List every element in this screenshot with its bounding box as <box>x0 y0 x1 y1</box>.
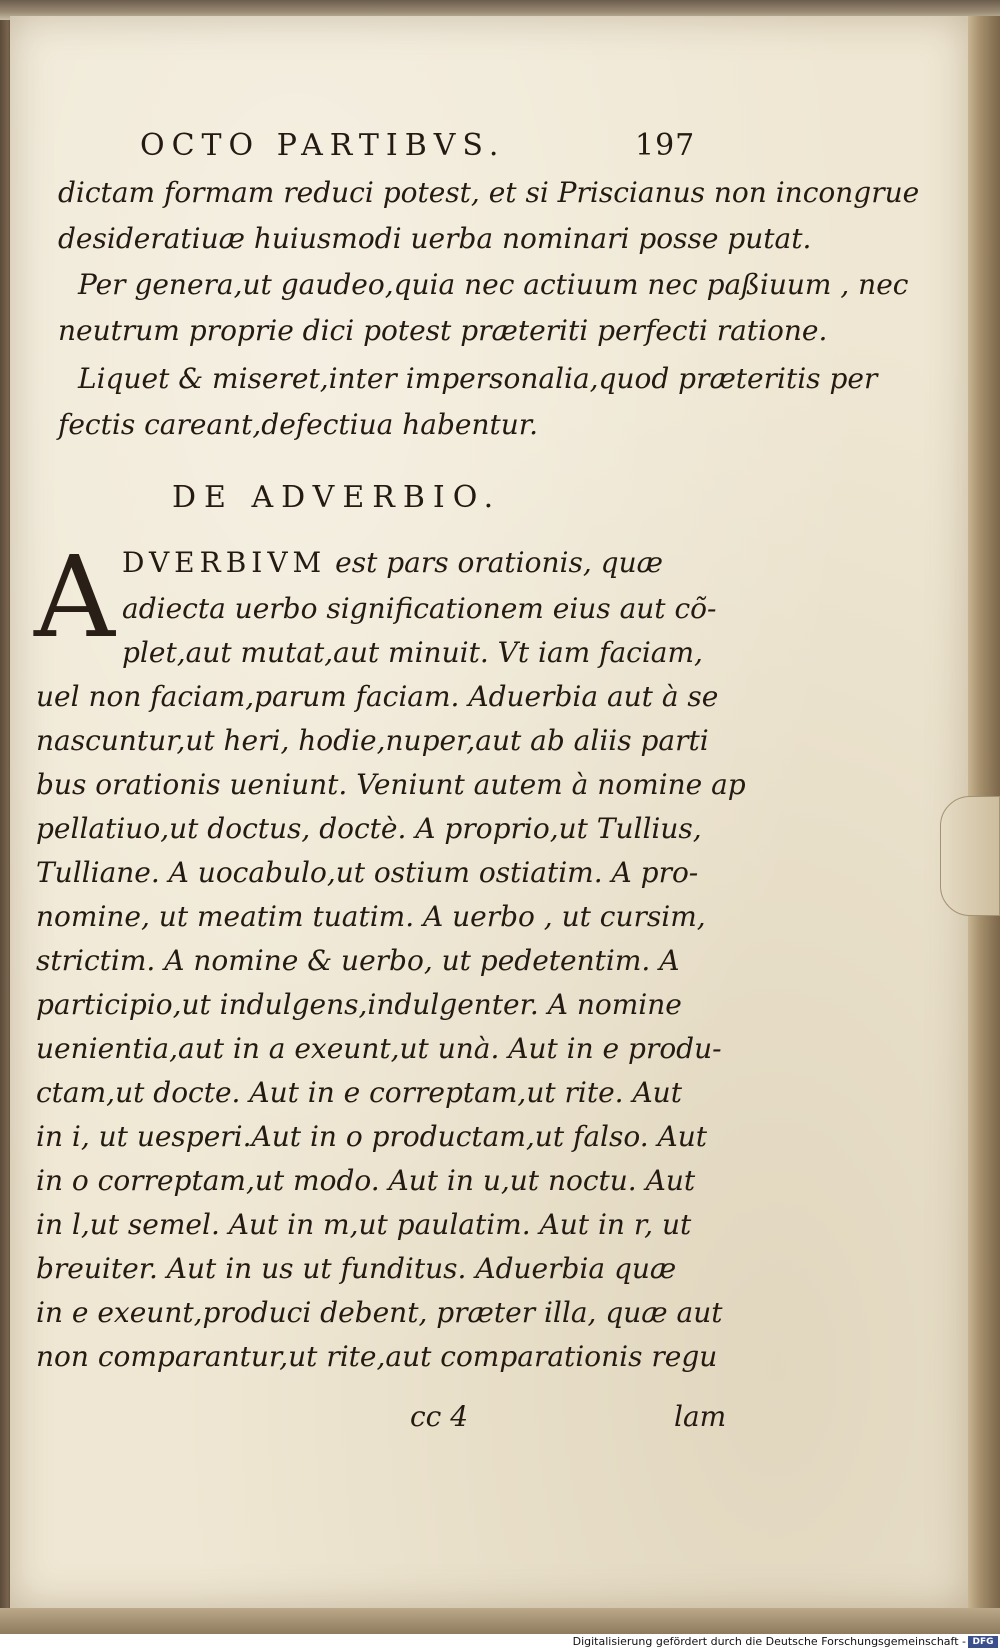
text-line: dictam formam reduci potest, et si Priscianus non incongrue <box>58 176 920 209</box>
text-line: uenientia,aut in a exeunt,ut unà. Aut in e produ- <box>36 1032 722 1065</box>
text-line: Per genera,ut gaudeo,quia nec actiuum nec paßiuum , nec <box>78 268 909 301</box>
text-line: desideratiuæ huiusmodi uerba nominari posse putat. <box>58 222 812 255</box>
text-line: fectis careant,defectiua habentur. <box>58 408 538 441</box>
text-line: in i, ut uesperi.Aut in o productam,ut falso. Aut <box>36 1120 708 1153</box>
text-line: in l,ut semel. Aut in m,ut paulatim. Aut in r, ut <box>36 1208 692 1241</box>
text-line: uel non faciam,parum faciam. Aduerbia aut à se <box>36 680 719 713</box>
section-heading: DE ADVERBIO. <box>172 480 502 515</box>
text-line: bus orationis ueniunt. Veniunt autem à nomine ap <box>36 768 746 801</box>
first-word: DVERBIVM <box>122 546 327 579</box>
page-number: 197 <box>635 128 696 163</box>
dfg-logo: DFG <box>968 1636 998 1648</box>
text-line: plet,aut mutat,aut minuit. Vt iam faciam, <box>122 636 703 669</box>
running-head <box>140 128 700 168</box>
text-line: nomine, ut meatim tuatim. A uerbo , ut cursim, <box>36 900 706 933</box>
text-line: nascuntur,ut heri, hodie,nuper,aut ab aliis parti <box>36 724 709 757</box>
page-clip <box>940 796 1000 916</box>
drop-cap: A <box>34 533 115 663</box>
text-line: strictim. A nomine & uerbo, ut pedetentim. A <box>36 944 680 977</box>
text-line: Tulliane. A uocabulo,ut ostium ostiatim. A pro- <box>36 856 699 889</box>
line-text: est pars orationis, quæ <box>326 546 663 579</box>
text-line <box>122 546 663 579</box>
fore-edge <box>968 16 1000 1608</box>
digitization-credit: Digitalisierung gefördert durch die Deutsche Forschungsgemeinschaft - <box>572 1635 966 1648</box>
page-bottom-edge <box>0 1608 1000 1634</box>
text-line: adiecta uerbo significationem eius aut cõ- <box>122 592 717 625</box>
text-line: participio,ut indulgens,indulgenter. A nomine <box>36 988 682 1021</box>
text-line: in e exeunt,produci debent, præter illa, quæ aut <box>36 1296 723 1329</box>
text-line: pellatiuo,ut doctus, doctè. A proprio,ut Tullius, <box>36 812 702 845</box>
text-line: non comparantur,ut rite,aut comparationis regu <box>36 1340 718 1373</box>
text-line: ctam,ut docte. Aut in e correptam,ut rite. Aut <box>36 1076 682 1109</box>
text-line: breuiter. Aut in us ut funditus. Aduerbia quæ <box>36 1252 677 1285</box>
signature-mark: cc 4 <box>410 1400 469 1433</box>
text-line: neutrum proprie dici potest præteriti perfecti ratione. <box>58 314 828 347</box>
catchword: lam <box>674 1400 727 1433</box>
running-head-title: OCTO PARTIBVS. <box>140 128 506 163</box>
text-line: Liquet & miseret,inter impersonalia,quod præteritis per <box>78 362 878 395</box>
text-line: in o correptam,ut modo. Aut in u,ut noctu. Aut <box>36 1164 696 1197</box>
